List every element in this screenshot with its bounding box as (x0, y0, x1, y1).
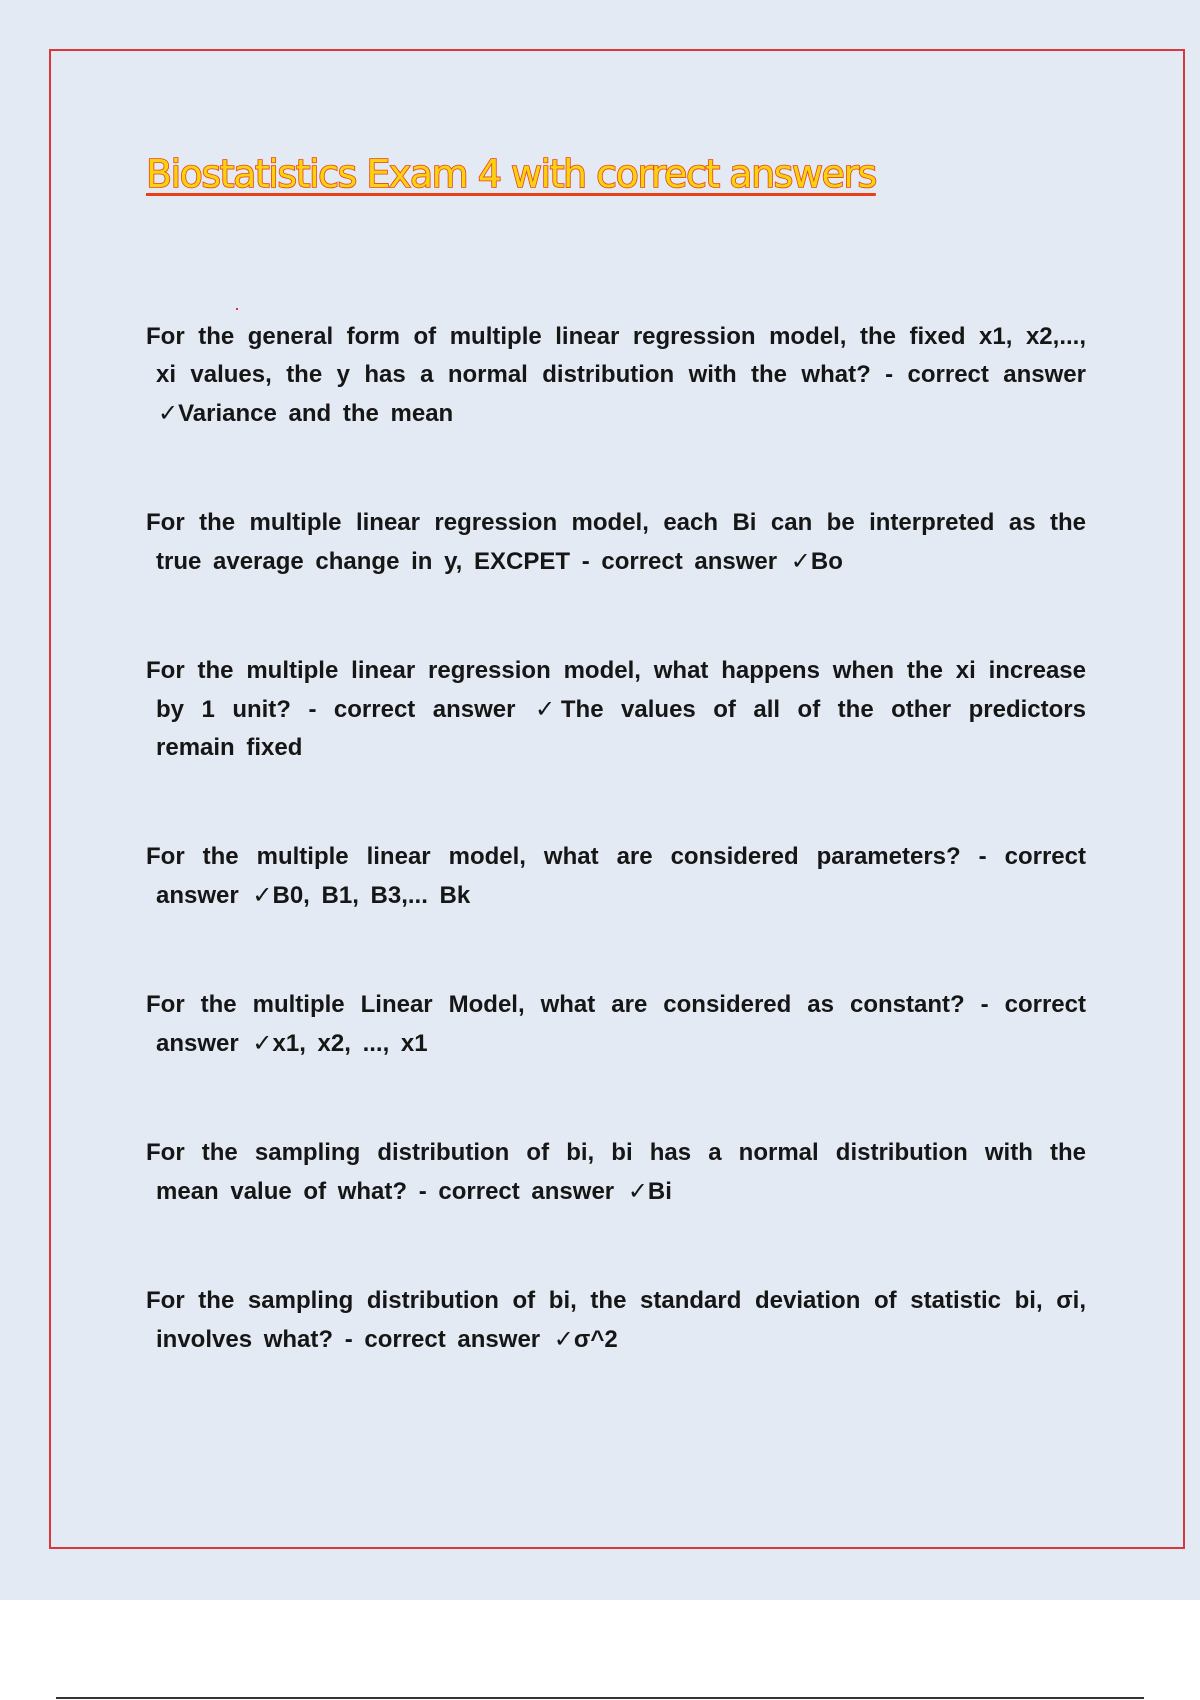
question-text: For the multiple linear model, what are considered parameters? - correct answer (146, 843, 1086, 909)
answer-text: Variance and the mean (178, 400, 454, 427)
answer-text: x1, x2, ..., x1 (272, 1030, 428, 1057)
answer-text: Bo (810, 548, 843, 575)
checkmark-icon: ✓ (790, 547, 811, 575)
checkmark-icon: ✓ (553, 1325, 574, 1353)
question-text: For the sampling distribution of bi, bi has a normal distribution with the mean value of what? - correct answer (146, 1139, 1086, 1205)
qa-item (146, 504, 1086, 581)
question-text: For the multiple linear regression model, what happens when the xi increase by 1 unit? - correct answer (146, 657, 1086, 723)
checkmark-icon: ✓ (252, 881, 273, 909)
document-title: Biostatistics Exam 4 with correct answers (146, 152, 876, 196)
question-text: For the general form of multiple linear regression model, the fixed x1, x2,..., xi values, the y has a normal distribution with the what? - correct answer (146, 323, 1086, 388)
qa-list (146, 318, 1086, 1359)
checkmark-icon: ✓ (158, 399, 179, 427)
answer-text: σ^2 (573, 1326, 618, 1353)
question-text: For the multiple Linear Model, what are considered as constant? - correct answer (146, 991, 1086, 1057)
question-text: For the sampling distribution of bi, the standard deviation of statistic bi, σi, involves what? - correct answer (146, 1287, 1086, 1353)
answer-text: The values of all of the other predictors remain fixed (156, 696, 1086, 761)
qa-item (146, 1282, 1086, 1359)
question-text: For the multiple linear regression model, each Bi can be interpreted as the true average change in y, EXCPET - correct answer (146, 509, 1086, 575)
footer-divider (56, 1697, 1144, 1699)
checkmark-icon: ✓ (252, 1029, 273, 1057)
qa-item (146, 1134, 1086, 1211)
qa-item (146, 986, 1086, 1063)
checkmark-icon: ✓ (534, 695, 561, 723)
answer-text: B0, B1, B3,... Bk (272, 882, 471, 909)
qa-item (146, 318, 1086, 433)
answer-text: Bi (647, 1178, 672, 1205)
stray-mark (236, 308, 238, 310)
qa-item (146, 652, 1086, 767)
checkmark-icon: ✓ (627, 1177, 648, 1205)
qa-item (146, 838, 1086, 915)
